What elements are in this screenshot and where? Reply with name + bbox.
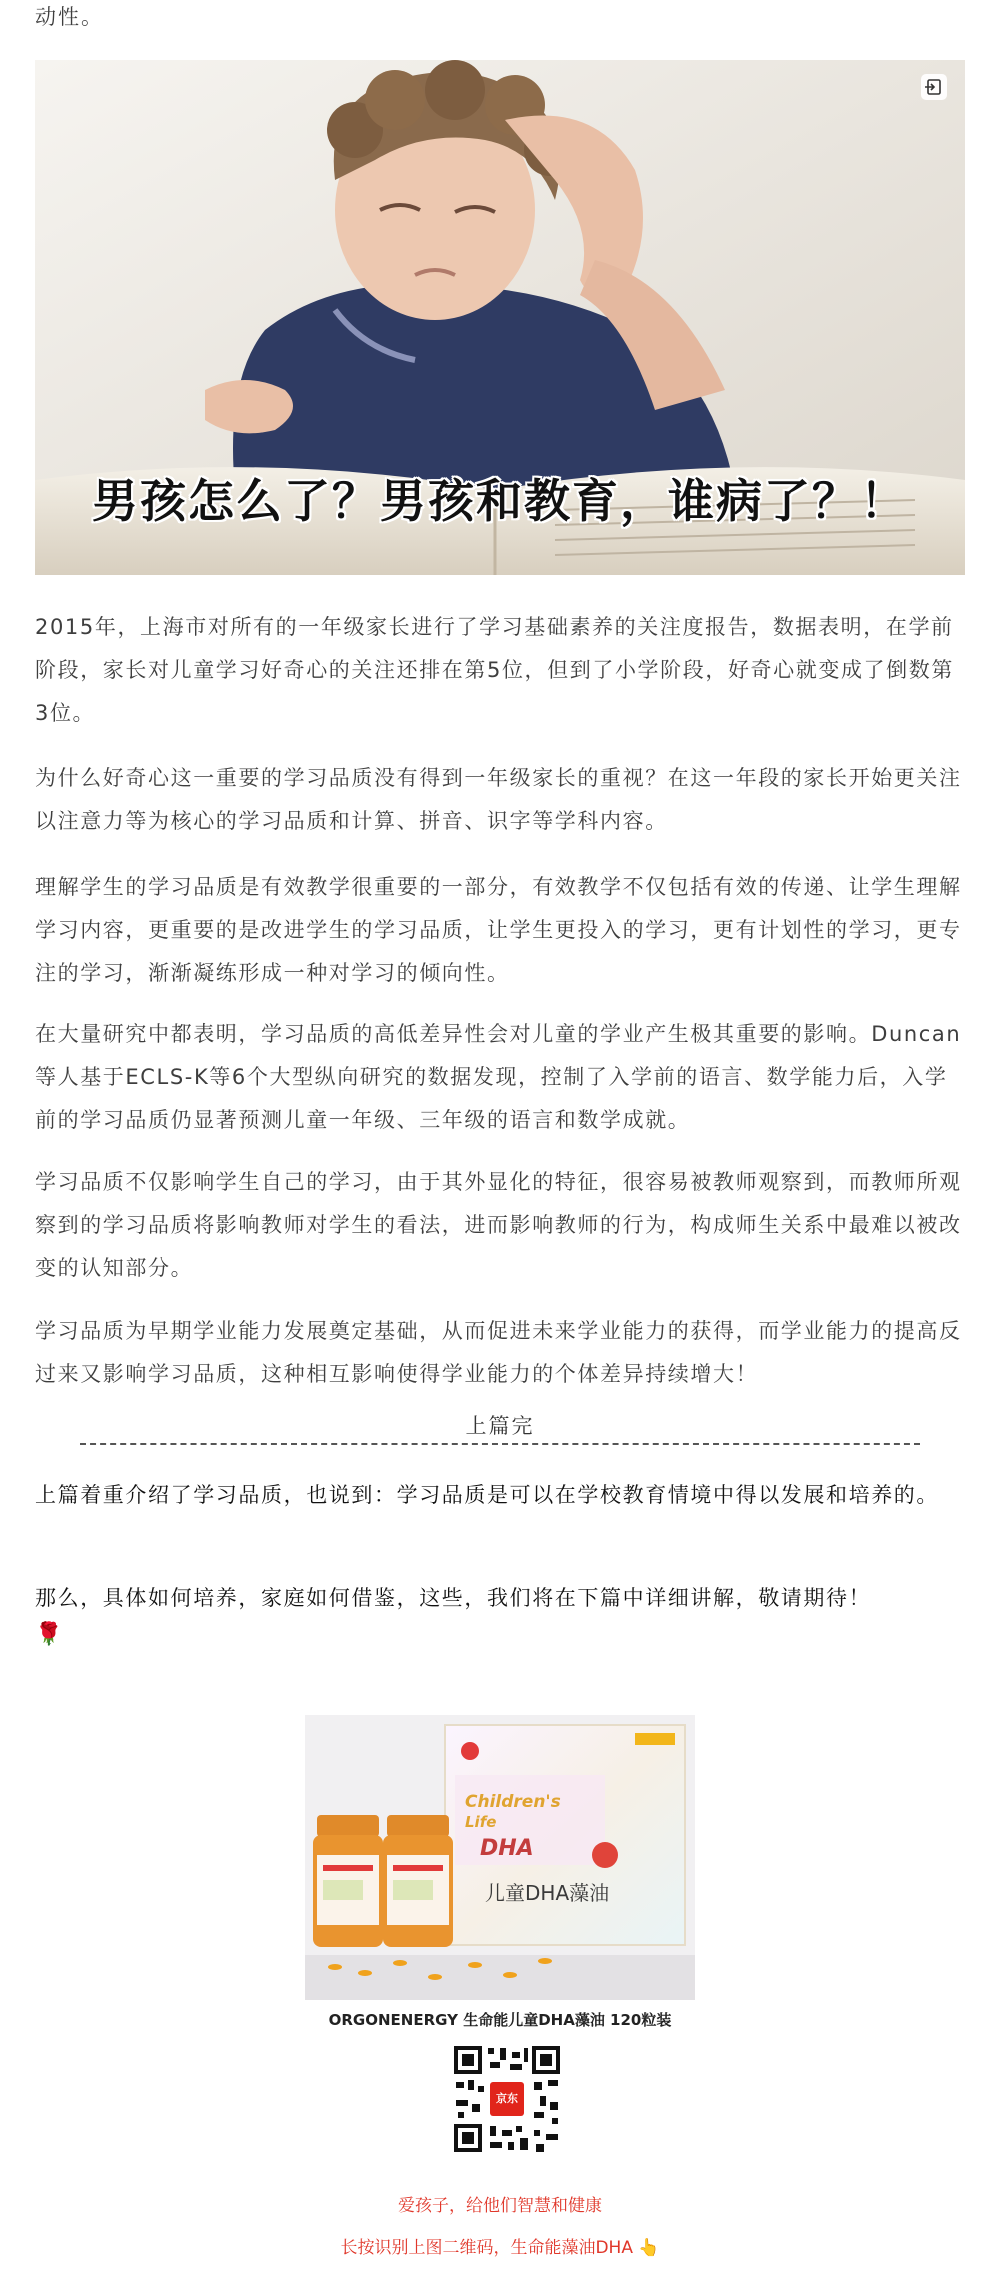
bottle-right (383, 1815, 453, 1947)
qr-badge-label: 京东 (496, 2092, 518, 2105)
rose-emoji: 🌹 (35, 1622, 63, 1647)
box-dha-label: DHA (480, 1836, 534, 1861)
closing-paragraph-2: 那么，具体如何培养，家庭如何借鉴，这些，我们将在下篇中详细讲解，敬请期待！ (35, 1586, 872, 1610)
paragraph-6: 学习品质为早期学业能力发展奠定基础，从而促进未来学业能力的获得，而学业能力的提高反过来又影响学习品质，这种相互影响使得学业能力的个体差异持续增大！ (35, 1319, 962, 1386)
footer-line-2-text: 长按识别上图二维码，生命能藻油DHA (340, 2238, 633, 2258)
dashed-divider (80, 1443, 920, 1445)
bottle-left (313, 1815, 383, 1947)
hand-pointer-icon: 👆 (638, 2238, 660, 2258)
paragraph-4: 在大量研究中都表明，学习品质的高低差异性会对儿童的学业产生极其重要的影响。Duncan等人基于ECLS-K等6个大型纵向研究的数据发现，控制了入学前的语言、数学能力后，入学前的学习品质仍显著预测儿童一年级、三年级的语言和数学成就。 (35, 1022, 962, 1132)
intro-tail-text: 动性。 (35, 5, 104, 29)
paragraph-1: 2015年，上海市对所有的一年级家长进行了学习基础素养的关注度报告，数据表明，在学前阶段，家长对儿童学习好奇心的关注还排在第5位，但到了小学阶段，好奇心就变成了倒数第3位。 (35, 615, 954, 725)
box-title-line1: Children's (465, 1792, 561, 1812)
box-title-line2: Life (465, 1813, 497, 1831)
hero-image[interactable] (35, 60, 965, 575)
footer-line-1: 爱孩子，给他们智慧和健康 (398, 2196, 602, 2216)
closing-paragraph-1: 上篇着重介绍了学习品质，也说到：学习品质是可以在学校教育情境中得以发展和培养的。 (35, 1483, 939, 1507)
hero-title: 男孩怎么了？男孩和教育，谁病了？！ (92, 474, 908, 528)
dha-product-illustration (305, 1715, 695, 2000)
product-caption: ORGONENERGY 生命能儿童DHA藻油 120粒装 (328, 2011, 672, 2029)
paragraph-5: 学习品质不仅影响学生自己的学习，由于其外显化的特征，很容易被教师观察到，而教师所观察到的学习品质将影响教师对学生的看法，进而影响教师的行为，构成师生关系中最难以被改变的认知部分。 (35, 1170, 962, 1280)
paragraph-2: 为什么好奇心这一重要的学习品质没有得到一年级家长的重视？在这一年段的家长开始更关注以注意力等为核心的学习品质和计算、拼音、识字等学科内容。 (35, 766, 962, 833)
paragraph-3: 理解学生的学习品质是有效教学很重要的一部分，有效教学不仅包括有效的传递、让学生理解学习内容，更重要的是改进学生的学习品质，让学生更投入的学习，更有计划性的学习，更专注的学习，渐渐凝练形成一种对学习的倾向性。 (35, 875, 962, 985)
qr-code[interactable] (450, 2042, 564, 2156)
product-image[interactable] (305, 1715, 695, 2000)
expand-icon[interactable] (921, 74, 947, 100)
box-cn-label: 儿童DHA藻油 (485, 1881, 610, 1905)
separator-label: 上篇完 (465, 1414, 535, 1438)
footer-line-2 (0, 2233, 1000, 2258)
